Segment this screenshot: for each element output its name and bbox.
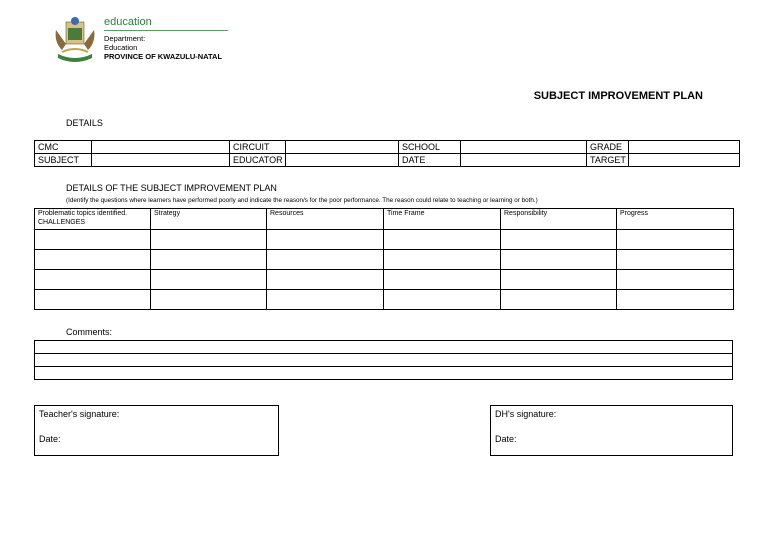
table-cell[interactable]: [384, 270, 501, 290]
teacher-signature-box[interactable]: [34, 405, 279, 456]
org-line-province: PROVINCE OF KWAZULU-NATAL: [104, 52, 223, 61]
comments-table: [34, 340, 733, 380]
details-table: [34, 140, 740, 167]
table-row: [35, 230, 734, 250]
details-label: DETAILS: [66, 118, 103, 128]
educator-field[interactable]: [286, 154, 399, 167]
dh-date-label: Date:: [495, 434, 517, 444]
comments-label: Comments:: [66, 327, 113, 337]
table-cell[interactable]: [35, 270, 151, 290]
educator-label: EDUCATOR: [230, 154, 286, 167]
table-cell[interactable]: [151, 290, 267, 310]
table-cell[interactable]: [617, 290, 734, 310]
table-row: [35, 250, 734, 270]
school-label: SCHOOL: [399, 141, 461, 154]
grade-label: GRADE: [587, 141, 629, 154]
cmc-field[interactable]: [92, 141, 230, 154]
table-cell[interactable]: [267, 250, 384, 270]
plan-header-row: [35, 209, 734, 230]
col-header-time-frame: Time Frame: [384, 209, 501, 230]
table-cell[interactable]: [35, 250, 151, 270]
org-line-department: Department:: [104, 34, 146, 43]
date-label: DATE: [399, 154, 461, 167]
org-wordmark: education: [104, 16, 152, 28]
date-field[interactable]: [461, 154, 587, 167]
table-cell[interactable]: [151, 230, 267, 250]
col-header-strategy: Strategy: [151, 209, 267, 230]
comment-line[interactable]: [35, 354, 733, 367]
table-row: [35, 290, 734, 310]
page-title: SUBJECT IMPROVEMENT PLAN: [533, 90, 703, 102]
table-cell[interactable]: [617, 250, 734, 270]
details-row: [35, 154, 740, 167]
dh-signature-label: DH's signature:: [495, 409, 557, 419]
plan-table: [34, 208, 734, 310]
table-cell[interactable]: [617, 230, 734, 250]
table-cell[interactable]: [617, 270, 734, 290]
table-cell[interactable]: [384, 250, 501, 270]
table-cell[interactable]: [501, 250, 617, 270]
grade-field[interactable]: [629, 141, 740, 154]
comment-row: [35, 341, 733, 354]
target-label: TARGET: [587, 154, 629, 167]
details-row: [35, 141, 740, 154]
wordmark-divider: [104, 30, 228, 31]
org-line-education: Education: [104, 43, 138, 52]
table-cell[interactable]: [35, 290, 151, 310]
comment-row: [35, 367, 733, 380]
subject-label: SUBJECT: [35, 154, 92, 167]
plan-instructions: (Identify the questions where learners have performed poorly and indicate the reason/s for the poor performance. The reason could relate to teaching or learning or both.): [66, 197, 538, 204]
comment-line[interactable]: [35, 341, 733, 354]
school-field[interactable]: [461, 141, 587, 154]
table-cell[interactable]: [151, 250, 267, 270]
table-cell[interactable]: [267, 270, 384, 290]
table-cell[interactable]: [35, 230, 151, 250]
table-row: [35, 270, 734, 290]
cmc-label: CMC: [35, 141, 92, 154]
teacher-signature-label: Teacher's signature:: [39, 409, 120, 419]
col-header-progress: Progress: [617, 209, 734, 230]
table-cell[interactable]: [501, 270, 617, 290]
dh-signature-box[interactable]: [490, 405, 733, 456]
table-cell[interactable]: [384, 290, 501, 310]
table-cell[interactable]: [501, 290, 617, 310]
circuit-label: CIRCUIT: [230, 141, 286, 154]
table-cell[interactable]: [151, 270, 267, 290]
col-header-responsibility: Responsibility: [501, 209, 617, 230]
table-cell[interactable]: [267, 290, 384, 310]
table-cell[interactable]: [501, 230, 617, 250]
comment-row: [35, 354, 733, 367]
table-cell[interactable]: [384, 230, 501, 250]
comment-line[interactable]: [35, 367, 733, 380]
coat-of-arms-logo: [52, 16, 98, 66]
plan-label: DETAILS OF THE SUBJECT IMPROVEMENT PLAN: [66, 183, 277, 193]
teacher-date-label: Date:: [39, 434, 61, 444]
target-field[interactable]: [629, 154, 740, 167]
table-cell[interactable]: [267, 230, 384, 250]
subject-field[interactable]: [92, 154, 230, 167]
col-header-resources: Resources: [267, 209, 384, 230]
circuit-field[interactable]: [286, 141, 399, 154]
col-header-challenges: Problematic topics identified. CHALLENGES: [35, 209, 151, 230]
